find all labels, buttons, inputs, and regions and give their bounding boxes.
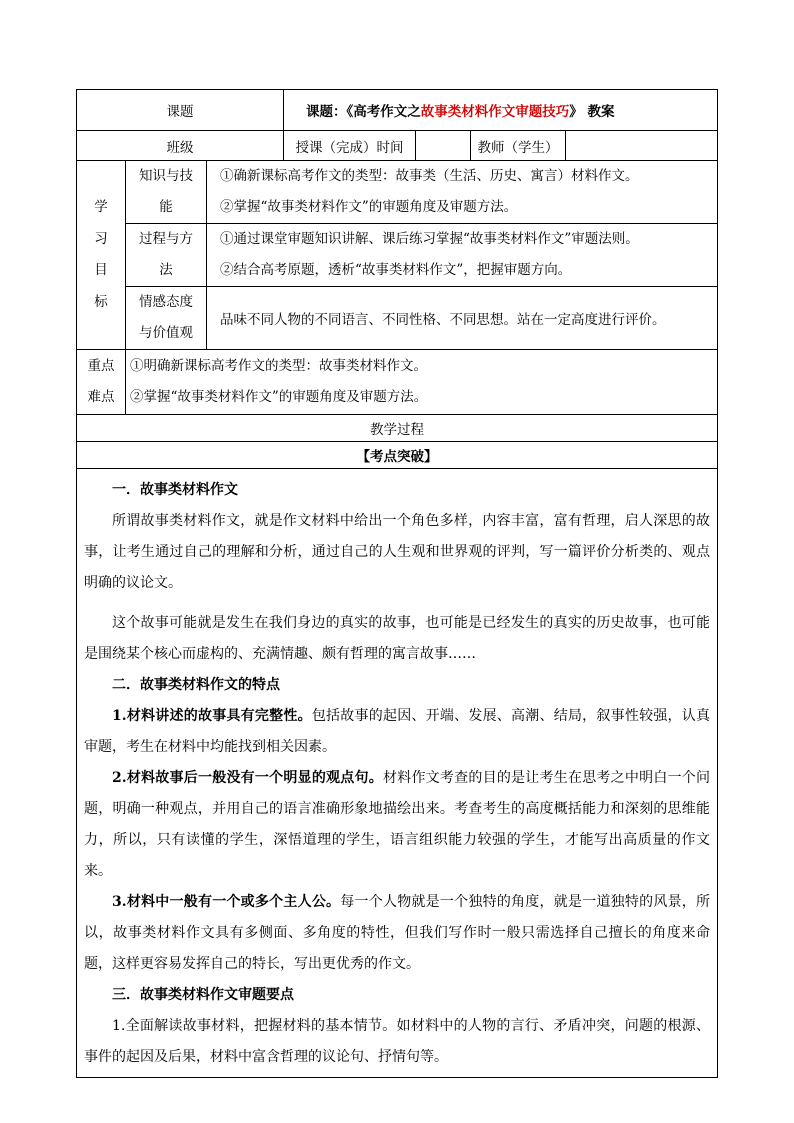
objective-line: ①确新课标高考作文的类型：故事类（生活、历史、寓言）材料作文。 (220, 168, 639, 184)
topic-value (284, 90, 718, 131)
content-body (77, 469, 718, 1078)
keypoint-line: ②掌握“故事类材料作文”的审题角度及审题方法。 (130, 389, 428, 405)
content-row (77, 469, 718, 1078)
feature-text: 每一个人物就是一个独特的角度，就是一道独特的风景，所以，故事类材料作文具有多侧面、多角度的特性，但我们写作时一般只需选择自己擅长的角度来命题，这样更容易发挥自己的特长，写出更优秀的作文。 (84, 894, 711, 972)
objective-label-emotion (126, 287, 207, 350)
process-title-row (77, 415, 718, 442)
paragraph-3: 1.全面解读故事材料，把握材料的基本情节。如材料中的人物的言行、矛盾冲突，问题的根源、事件的起因及后果，材料中富含哲理的议论句、抒情句等。 (84, 1018, 711, 1065)
feature-1 (84, 701, 710, 763)
objective-text-process (207, 224, 718, 287)
section-heading-2 (84, 670, 710, 701)
side-char: 目 (94, 262, 108, 278)
class-row (77, 131, 718, 161)
objective-line: ①通过课堂审题知识讲解、课后练习掌握“故事类材料作文”审题法则。 (220, 231, 639, 247)
label-line: 知识与技 (139, 168, 193, 184)
breakthrough-title-row (77, 442, 718, 469)
keypoints-label (77, 350, 126, 415)
paragraph-1: 所谓故事类材料作文，就是作文材料中给出一个角色多样，内容丰富，富有哲理，启人深思的故事，让考生通过自己的理解和分析，通过自己的人生观和世界观的评判，写一篇评价分析类的、观点明确的议论文。 (84, 513, 711, 591)
topic-highlight: 故事类材料作文审题技巧 (420, 104, 570, 120)
process-title: 教学过程 (77, 415, 718, 442)
section-heading-3 (84, 980, 710, 1011)
teacher-value (566, 131, 718, 161)
class-label: 班级 (77, 131, 284, 161)
feature-lead: 2.材料故事后一般没有一个明显的观点句。 (112, 770, 383, 786)
heading-text: 三．故事类材料作文审题要点 (112, 987, 294, 1003)
objective-text-knowledge (207, 161, 718, 224)
keypoints-text (126, 350, 718, 415)
feature-lead: 1.材料讲述的故事具有完整性。 (112, 708, 312, 724)
side-char: 学 (94, 199, 108, 215)
label-line: 与价值观 (139, 325, 193, 341)
label-line: 情感态度 (139, 294, 193, 310)
label-line: 难点 (87, 389, 115, 405)
objective-line: ②结合高考原题，透析“故事类材料作文”，把握审题方向。 (220, 262, 572, 278)
feature-3 (84, 887, 710, 980)
objective-text-emotion (207, 287, 718, 350)
lesson-plan-table (76, 89, 718, 1078)
section-heading-1 (84, 475, 710, 506)
time-label: 授课（完成）时间 (284, 131, 416, 161)
teacher-label: 教师（学生） (471, 131, 566, 161)
paragraph-2: 这个故事可能就是发生在我们身边的真实的故事，也可能是已经发生的真实的历史故事，也可能是围绕某个核心而虚构的、充满情趣、颇有哲理的寓言故事…… (84, 615, 711, 662)
objective-label-process (126, 224, 207, 287)
keypoint-line: ①明确新课标高考作文的类型：故事类材料作文。 (130, 358, 427, 374)
objective-row-emotion (77, 287, 718, 350)
heading-text: 一．故事类材料作文 (112, 482, 238, 498)
label-line: 重点 (87, 358, 115, 374)
breakthrough-title: 【考点突破】 (77, 442, 718, 469)
objective-label-knowledge (126, 161, 207, 224)
feature-lead: 3.材料中一般有一个或多个主人公。 (112, 894, 341, 910)
label-line: 能 (159, 199, 173, 215)
objective-row-knowledge (77, 161, 718, 224)
feature-text: 包括故事的起因、开端、发展、高潮、结局，叙事性较强，认真审题，考生在材料中均能找到相关因素。 (84, 708, 711, 755)
topic-row (77, 90, 718, 131)
topic-label: 课题 (77, 90, 284, 131)
side-char: 标 (94, 293, 108, 310)
objective-line: 品味不同人物的不同语言、不同性格、不同思想。站在一定高度进行评价。 (220, 312, 666, 328)
keypoints-row (77, 350, 718, 415)
side-char: 习 (94, 230, 108, 247)
feature-text: 材料作文考查的目的是让考生在思考之中明白一个问题，明确一种观点，并用自己的语言准确形象地描绘出来。考查考生的高度概括能力和深刻的思维能力，所以，只有读懂的学生，深悟道理的学生，语言组织能力较强的学生，才能写出高质量的作文来。 (84, 770, 711, 879)
heading-text: 二．故事类材料作文的特点 (112, 677, 280, 693)
label-line: 法 (159, 262, 173, 278)
objectives-side-label (77, 161, 126, 350)
label-line: 过程与方 (139, 231, 193, 247)
objective-row-process (77, 224, 718, 287)
time-value (416, 131, 471, 161)
topic-prefix: 课题：《高考作文之 (306, 104, 421, 120)
feature-2 (84, 763, 710, 887)
objective-line: ②掌握“故事类材料作文”的审题角度及审题方法。 (220, 199, 518, 215)
topic-suffix: 》 教案 (569, 104, 615, 120)
lesson-plan-page (76, 89, 717, 1078)
